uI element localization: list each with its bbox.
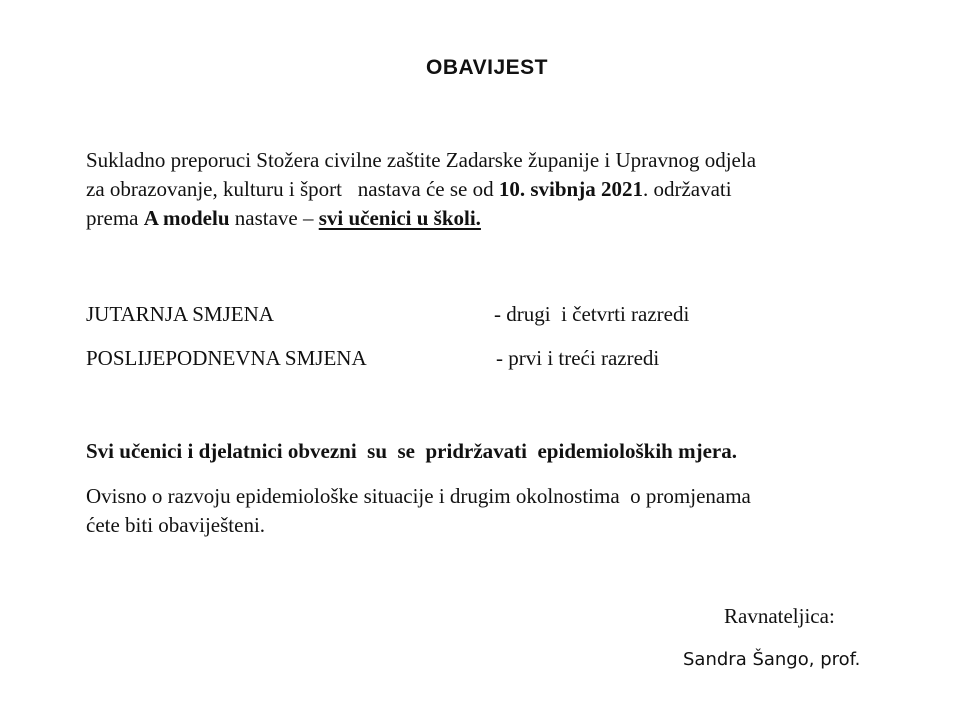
shift-name: POSLIJEPODNEVNA SMJENA (86, 346, 367, 370)
shift-classes: - drugi i četvrti razredi (494, 302, 690, 326)
intro-paragraph (86, 146, 896, 233)
shift-name: JUTARNJA SMJENA (86, 302, 274, 326)
intro-line-3 (86, 204, 896, 233)
all-students-emphasis: svi učenici u školi. (318, 206, 481, 230)
shift-row-afternoon (86, 344, 660, 431)
obligation-notice: Svi učenici i djelatnici obvezni su se pridržavati epidemioloških mjera. (86, 439, 737, 463)
model-name: A modelu (143, 206, 230, 230)
intro-line-3-middle: nastave – (229, 206, 319, 230)
info-line-1: Ovisno o razvoju epidemiološke situacije i drugim okolnostima o promjenama (86, 484, 751, 508)
intro-line-3-prefix: prema (86, 206, 144, 230)
start-date: 10. svibnja 2021 (498, 177, 643, 201)
intro-line-1: Sukladno preporuci Stožera civilne zaštite Zadarske županije i Upravnog odjela (86, 148, 757, 172)
shift-classes: - prvi i treći razredi (496, 346, 660, 370)
intro-line-2-prefix: za obrazovanje, kulturu i šport nastava će se od (86, 177, 499, 201)
signatory-role: Ravnateljica: (724, 604, 835, 628)
intro-line-2-suffix: . održavati (642, 177, 732, 201)
document-title: OBAVIJEST (426, 56, 548, 79)
info-paragraph (86, 482, 896, 540)
intro-line-2 (86, 175, 896, 204)
signatory-name: Sandra Šango, prof. (683, 649, 861, 670)
info-line-2: ćete biti obaviješteni. (86, 513, 266, 537)
